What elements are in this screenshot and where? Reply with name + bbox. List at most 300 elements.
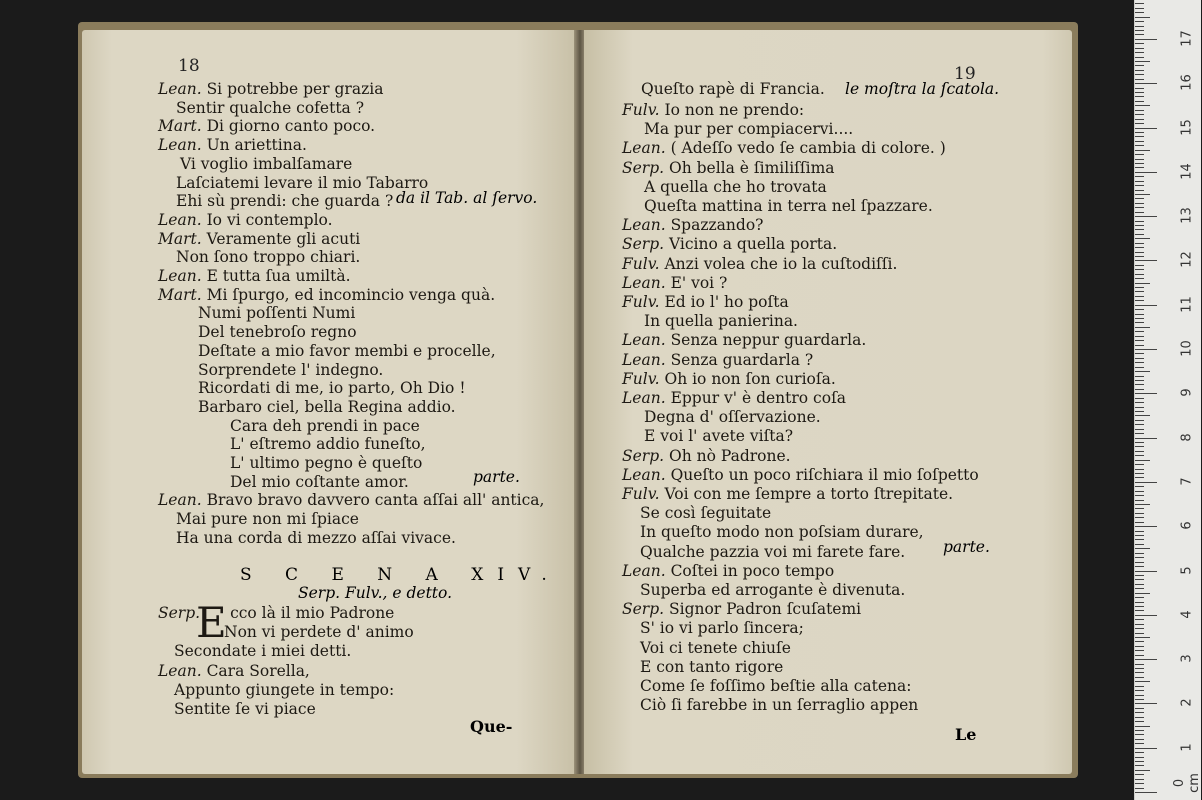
ruler-tick	[1135, 96, 1144, 97]
text-line	[640, 523, 924, 541]
text-line	[198, 379, 466, 397]
line-text: Io vi contemplo.	[206, 210, 333, 229]
speaker-label: Lean.	[622, 561, 666, 580]
speaker-label: Fulv.	[622, 293, 660, 311]
ruler-tick	[1135, 83, 1157, 84]
ruler-tick	[1135, 278, 1144, 279]
measurement-ruler	[1134, 0, 1201, 800]
text-line	[224, 623, 414, 641]
line-text: Senza neppur guardarla.	[670, 331, 867, 350]
text-line	[158, 211, 333, 229]
text-line	[622, 274, 727, 292]
ruler-number: 2	[1179, 698, 1195, 708]
text-line	[174, 642, 351, 660]
ruler-tick	[1135, 212, 1144, 213]
text-line	[158, 117, 375, 135]
line-text: Barbaro ciel, bella Regina addio.	[198, 397, 456, 416]
text-line	[230, 417, 420, 435]
ruler-tick	[1135, 207, 1144, 208]
line-text: Degna d' oſſervazione.	[644, 408, 821, 427]
line-text: Come ſe foſſimo beſtie alla catena:	[640, 677, 912, 695]
speaker-label: Lean.	[158, 267, 202, 285]
ruler-tick	[1135, 309, 1144, 310]
speaker-label: Lean.	[622, 216, 666, 235]
ruler-number: 4	[1179, 610, 1195, 619]
ruler-tick	[1135, 788, 1144, 789]
ruler-number: 1	[1179, 743, 1195, 752]
ruler-tick	[1135, 433, 1144, 434]
ruler-tick	[1135, 531, 1144, 532]
line-text: Bravo bravo davvero canta aſſai all' antica,	[206, 491, 545, 510]
text-line	[640, 581, 905, 599]
line-text: Appunto giungete in tempo:	[174, 681, 395, 699]
text-line	[622, 485, 953, 503]
text-line	[158, 230, 360, 248]
ruler-tick	[1135, 331, 1144, 332]
ruler-tick	[1135, 39, 1157, 40]
speaker-label: Fulv.	[622, 254, 660, 273]
ruler-tick	[1135, 229, 1144, 230]
ruler-tick	[1135, 283, 1150, 284]
speaker-label: Lean.	[622, 273, 666, 292]
ruler-tick	[1135, 717, 1144, 718]
ruler-tick	[1135, 544, 1144, 545]
stage-direction-parte-right: parte.	[943, 538, 990, 556]
ruler-tick	[1135, 500, 1144, 501]
line-text: In queſto modo non poſsiam durare,	[640, 523, 924, 542]
ruler-tick	[1135, 482, 1157, 483]
ruler-tick	[1135, 163, 1144, 164]
text-line	[622, 389, 846, 407]
ruler-tick	[1135, 26, 1144, 27]
line-text: L' ultimo pegno è queſto	[230, 454, 423, 472]
ruler-tick	[1135, 3, 1144, 4]
ruler-tick	[1135, 681, 1150, 682]
ruler-tick	[1135, 238, 1150, 239]
ruler-tick	[1135, 17, 1150, 18]
ruler-tick	[1135, 353, 1144, 354]
ruler-tick	[1135, 30, 1144, 31]
line-text: E con tanto rigore	[640, 657, 784, 676]
line-text: Signor Padron ſcuſatemi	[669, 600, 862, 619]
ruler-tick	[1135, 225, 1144, 226]
ruler-number: 3	[1179, 654, 1195, 663]
ruler-tick	[1135, 34, 1144, 35]
ruler-tick	[1135, 345, 1144, 346]
ruler-tick	[1135, 664, 1144, 665]
text-line	[622, 235, 837, 253]
line-text: Voi ci tenete chiuſe	[640, 638, 791, 657]
text-line	[158, 604, 394, 622]
text-line	[644, 120, 853, 138]
text-line	[640, 696, 918, 714]
speaker-label: Lean.	[158, 136, 202, 155]
ruler-tick	[1135, 221, 1144, 222]
ruler-tick	[1135, 584, 1144, 585]
scene-persons: Serp. Fulv., e detto.	[298, 584, 453, 602]
ruler-tick	[1135, 194, 1150, 195]
line-text: Spazzando?	[670, 216, 764, 235]
ruler-tick	[1135, 57, 1144, 58]
ruler-number: 8	[1179, 432, 1195, 442]
ruler-tick	[1135, 407, 1144, 408]
ruler-tick	[1135, 562, 1144, 563]
stage-direction-scatola: le moſtra la ſcatola.	[845, 80, 1000, 98]
line-text: Ciò ſi farebbe in un ſerraglio appen	[640, 696, 919, 715]
ruler-tick	[1135, 633, 1144, 634]
ruler-tick	[1135, 101, 1144, 102]
ruler-tick	[1135, 668, 1144, 669]
line-text: Ricordati di me, io parto, Oh Dio !	[198, 379, 466, 398]
ruler-tick	[1135, 105, 1150, 106]
ruler-tick	[1135, 119, 1144, 120]
ruler-tick	[1135, 424, 1144, 425]
ruler-tick	[1135, 628, 1144, 629]
ruler-tick	[1135, 141, 1144, 142]
line-text: Mai pure non mi ſpiace	[176, 510, 359, 529]
text-line	[644, 427, 793, 445]
ruler-tick	[1135, 398, 1144, 399]
speaker-label: Lean.	[622, 465, 666, 484]
ruler-tick	[1135, 296, 1144, 297]
ruler-tick	[1135, 695, 1144, 696]
ruler-tick	[1135, 610, 1144, 611]
ruler-tick	[1135, 65, 1144, 66]
ruler-tick	[1135, 464, 1144, 465]
text-line	[640, 619, 804, 637]
ruler-tick	[1135, 708, 1144, 709]
ruler-tick	[1135, 655, 1144, 656]
line-text: In quella panierina.	[644, 312, 798, 331]
text-line	[640, 543, 905, 561]
text-line	[176, 510, 359, 528]
line-text: Sorprendete l' indegno.	[198, 360, 384, 379]
line-text: Non vi perdete d' animo	[224, 623, 414, 641]
line-text: Queſta mattina in terra nel ſpazzare.	[644, 197, 933, 215]
ruler-tick	[1135, 384, 1144, 385]
ruler-tick	[1135, 517, 1144, 518]
text-line	[176, 248, 360, 266]
text-line	[622, 216, 763, 234]
ruler-tick	[1135, 21, 1144, 22]
text-line	[198, 323, 357, 341]
ruler-tick	[1135, 322, 1144, 323]
text-line	[174, 700, 316, 718]
text-line	[176, 174, 428, 192]
text-line	[158, 286, 495, 304]
speaker-label: Lean.	[158, 491, 202, 510]
line-text: Oh nò Padrone.	[669, 446, 791, 465]
ruler-tick	[1135, 380, 1144, 381]
ruler-tick	[1135, 247, 1144, 248]
ruler-tick	[1135, 571, 1157, 572]
ruler-tick	[1135, 8, 1144, 9]
text-line	[180, 155, 352, 173]
line-text: Del tenebroſo regno	[198, 323, 357, 342]
ruler-tick	[1135, 526, 1157, 527]
catchword-left: Que-	[470, 717, 513, 736]
line-text: Un ariettina.	[206, 136, 307, 155]
line-text: S' io vi parlo ſincera;	[640, 619, 804, 638]
ruler-tick	[1135, 318, 1144, 319]
ruler-tick	[1135, 260, 1157, 261]
ruler-tick	[1135, 70, 1144, 71]
ruler-tick	[1135, 110, 1144, 111]
text-line	[230, 435, 426, 453]
ruler-tick	[1135, 300, 1144, 301]
ruler-tick	[1135, 739, 1144, 740]
line-text: Di giorno canto poco.	[206, 117, 376, 136]
line-text: Cara deh prendi in pace	[230, 416, 420, 435]
ruler-tick	[1135, 123, 1144, 124]
ruler-tick	[1135, 415, 1150, 416]
ruler-tick	[1135, 748, 1157, 749]
text-line	[622, 466, 979, 484]
ruler-unit-label: 0 cm	[1172, 773, 1202, 793]
line-text: Io non ne prendo:	[664, 101, 805, 119]
ruler-tick	[1135, 752, 1144, 753]
ruler-tick	[1135, 305, 1157, 306]
ruler-tick	[1135, 291, 1144, 292]
line-text: Sentir qualche cofetta ?	[176, 98, 365, 117]
text-line	[198, 304, 355, 322]
line-text: Vi voglio imbalſamare	[180, 154, 353, 173]
ruler-tick	[1135, 48, 1144, 49]
ruler-tick	[1135, 734, 1144, 735]
speaker-label: Mart.	[158, 285, 202, 304]
ruler-tick	[1135, 150, 1150, 151]
ruler-tick	[1135, 606, 1144, 607]
ruler-tick	[1135, 513, 1144, 514]
line-text: Ed io l' ho poſta	[664, 293, 789, 311]
ruler-tick	[1135, 181, 1144, 182]
ruler-tick	[1135, 548, 1150, 549]
line-text: E' voi ?	[670, 273, 728, 292]
text-line	[640, 639, 791, 657]
line-text: L' eſtremo addio funeſto,	[230, 435, 426, 454]
ruler-tick	[1135, 593, 1150, 594]
ruler-tick	[1135, 429, 1144, 430]
text-line	[622, 447, 791, 465]
ruler-tick	[1135, 128, 1157, 129]
line-text: Ha una corda di mezzo aſſai vivace.	[176, 528, 456, 547]
ruler-tick	[1135, 602, 1144, 603]
ruler-tick	[1135, 252, 1144, 253]
text-line	[174, 681, 394, 699]
ruler-tick	[1135, 203, 1144, 204]
speaker-label: Serp.	[158, 604, 201, 622]
line-text: E tutta ſua umiltà.	[206, 267, 351, 285]
ruler-number: 13	[1179, 207, 1195, 224]
line-text: Qualche pazzia voi mi farete fare.	[640, 542, 906, 561]
ruler-tick	[1135, 761, 1144, 762]
ruler-tick	[1135, 92, 1144, 93]
ruler-tick	[1135, 132, 1144, 133]
ruler-tick	[1135, 167, 1144, 168]
speaker-label: Serp.	[622, 446, 665, 465]
ruler-tick	[1135, 495, 1144, 496]
text-line	[158, 136, 307, 154]
ruler-tick	[1135, 686, 1144, 687]
ruler-tick	[1135, 88, 1144, 89]
line-text: Veramente gli acuti	[206, 229, 361, 248]
ruler-tick	[1135, 579, 1144, 580]
ruler-number: 11	[1179, 295, 1195, 313]
speaker-label: Fulv.	[622, 101, 660, 119]
speaker-label: Lean.	[158, 210, 202, 229]
ruler-tick	[1135, 637, 1150, 638]
line-text: Secondate i miei detti.	[174, 642, 352, 660]
drop-cap: E	[196, 598, 227, 647]
stage-direction-parte-left: parte.	[473, 468, 520, 486]
line-text: Non ſono troppo chiari.	[176, 248, 361, 267]
scene-title: S C E N A XIV.	[240, 565, 561, 585]
ruler-number: 5	[1179, 565, 1195, 575]
ruler-tick	[1135, 265, 1144, 266]
ruler-tick	[1135, 792, 1157, 793]
ruler-tick	[1135, 327, 1150, 328]
ruler-tick	[1135, 446, 1144, 447]
ruler-tick	[1135, 588, 1144, 589]
text-line	[622, 293, 789, 311]
text-line	[176, 192, 393, 210]
ruler-tick	[1135, 376, 1144, 377]
speaker-label: Lean.	[622, 350, 666, 369]
speaker-label: Lean.	[622, 331, 666, 350]
ruler-tick	[1135, 389, 1144, 390]
text-line	[622, 351, 813, 369]
ruler-tick	[1135, 712, 1144, 713]
text-line	[622, 101, 804, 119]
ruler-tick	[1135, 721, 1144, 722]
ruler-tick	[1135, 198, 1144, 199]
ruler-tick	[1135, 460, 1150, 461]
line-text: Oh io non ſon curioſa.	[664, 369, 836, 388]
line-text: Si potrebbe per grazia	[206, 80, 384, 98]
speaker-label: Fulv.	[622, 485, 660, 503]
text-line	[640, 677, 912, 695]
ruler-tick	[1135, 43, 1144, 44]
ruler-tick	[1135, 136, 1144, 137]
line-text: Laſciatemi levare il mio Tabarro	[176, 173, 429, 192]
line-text: Ehi sù prendi: che guarda ?	[176, 192, 394, 211]
ruler-tick	[1135, 646, 1144, 647]
text-line	[622, 331, 866, 349]
ruler-tick	[1135, 504, 1150, 505]
ruler-tick	[1135, 243, 1144, 244]
ruler-tick	[1135, 703, 1157, 704]
stage-direction-tabarro: da il Tab. al ſervo.	[396, 189, 538, 207]
ruler-tick	[1135, 336, 1144, 337]
ruler-tick	[1135, 256, 1144, 257]
ruler-tick	[1135, 438, 1157, 439]
ruler-tick	[1135, 349, 1157, 350]
ruler-tick	[1135, 690, 1144, 691]
text-line	[644, 408, 821, 426]
ruler-tick	[1135, 575, 1144, 576]
ruler-tick	[1135, 508, 1144, 509]
ruler-number: 12	[1179, 251, 1195, 269]
text-line	[622, 139, 946, 157]
left-page-number: 18	[178, 56, 200, 76]
ruler-tick	[1135, 486, 1144, 487]
line-text: Deſtate a mio favor membi e procelle,	[198, 341, 496, 360]
text-line	[158, 80, 383, 98]
ruler-tick	[1135, 159, 1144, 160]
text-line	[622, 562, 834, 580]
ruler-tick	[1135, 114, 1144, 115]
ruler-tick	[1135, 597, 1144, 598]
ruler-tick	[1135, 779, 1144, 780]
line-text: Cara Sorella,	[206, 662, 310, 680]
ruler-tick	[1135, 566, 1144, 567]
line-text: Ma pur per compiacervi....	[644, 120, 854, 139]
line-text: Se così ſeguitate	[640, 504, 772, 523]
ruler-tick	[1135, 340, 1144, 341]
ruler-tick	[1135, 371, 1150, 372]
speaker-label: Serp.	[622, 600, 665, 619]
ruler-tick	[1135, 699, 1144, 700]
ruler-tick	[1135, 176, 1144, 177]
text-line	[644, 197, 933, 215]
ruler-tick	[1135, 269, 1144, 270]
text-line	[230, 473, 409, 491]
ruler-tick	[1135, 539, 1144, 540]
ruler-tick	[1135, 522, 1144, 523]
line-text: Queſto un poco riſchiara il mio ſoſpetto	[670, 465, 979, 484]
right-page-number: 19	[954, 64, 976, 84]
line-text: E voi l' avete viſta?	[644, 427, 794, 446]
right-first-line: Queſto rapè di Francia.	[641, 80, 825, 98]
ruler-tick	[1135, 765, 1144, 766]
ruler-number: 15	[1179, 118, 1195, 136]
ruler-tick	[1135, 274, 1144, 275]
ruler-tick	[1135, 757, 1144, 758]
ruler-tick	[1135, 362, 1144, 363]
ruler-tick	[1135, 455, 1144, 456]
speaker-label: Lean.	[158, 662, 202, 680]
catchword-right: Le	[955, 725, 977, 744]
ruler-number: 14	[1179, 163, 1195, 180]
text-line	[640, 658, 783, 676]
line-text: Superba ed arrogante è divenuta.	[640, 581, 906, 599]
ruler-tick	[1135, 411, 1144, 412]
ruler-tick	[1135, 451, 1144, 452]
line-text: Voi con me ſempre a torto ſtrepitate.	[664, 485, 954, 503]
line-text: Senza guardarla ?	[670, 350, 814, 369]
ruler-tick	[1135, 234, 1144, 235]
ruler-tick	[1135, 659, 1157, 660]
line-text: Mi ſpurgo, ed incomincio venga quà.	[206, 285, 496, 304]
text-line	[176, 529, 456, 547]
ruler-tick	[1135, 650, 1144, 651]
speaker-label: Lean.	[622, 139, 666, 158]
line-text: Vicino a quella porta.	[669, 235, 838, 254]
ruler-tick	[1135, 190, 1144, 191]
ruler-tick	[1135, 442, 1144, 443]
speaker-label: Lean.	[622, 389, 666, 407]
text-line	[198, 342, 496, 360]
line-text: Anzi volea che io la cuſtodiſſi.	[664, 254, 898, 273]
speaker-label: Mart.	[158, 117, 202, 136]
ruler-tick	[1135, 420, 1144, 421]
ruler-tick	[1135, 477, 1144, 478]
line-text: Del mio coſtante amor.	[230, 472, 409, 491]
text-line	[158, 662, 310, 680]
ruler-tick	[1135, 79, 1144, 80]
ruler-tick	[1135, 553, 1144, 554]
line-text: Numi poſſenti Numi	[198, 304, 356, 323]
